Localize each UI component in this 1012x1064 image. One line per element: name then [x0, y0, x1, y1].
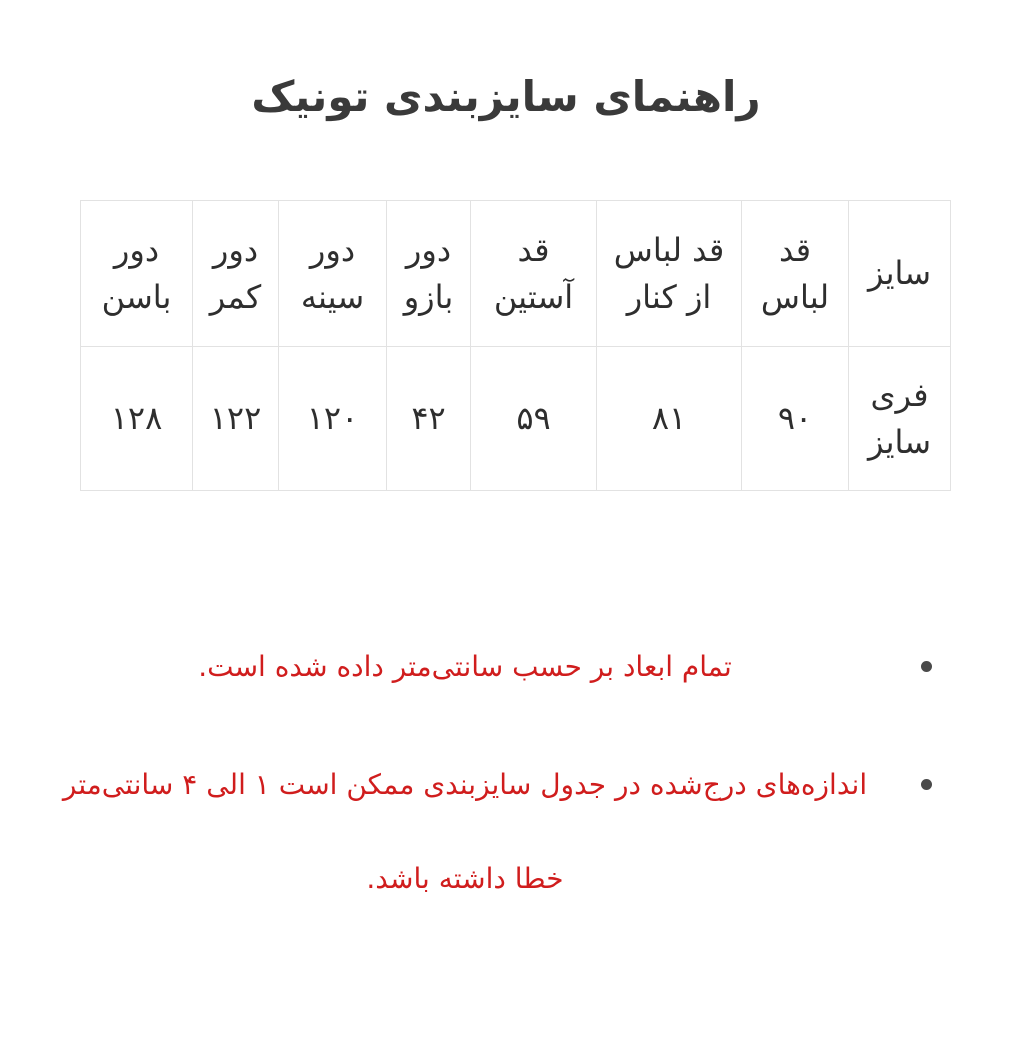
table-header-cell: دور کمر	[193, 201, 279, 347]
table-cell: ۴۲	[387, 347, 471, 491]
table-row	[81, 347, 951, 491]
table-header-cell: دور باسن	[81, 201, 193, 347]
bullet-icon	[921, 779, 932, 790]
page-title: راهنمای سایزبندی تونیک	[251, 72, 761, 121]
note-item	[60, 620, 940, 714]
size-chart-table	[80, 200, 951, 491]
table-cell: فری سایز	[849, 347, 951, 491]
table-cell: ۱۲۸	[81, 347, 193, 491]
table-header-row	[81, 201, 951, 347]
table-cell: ۱۲۲	[193, 347, 279, 491]
table-cell: ۱۲۰	[279, 347, 387, 491]
note-text: تمام ابعاد بر حسب سانتی‌متر داده شده است.	[198, 650, 732, 683]
table-header-cell: دور سینه	[279, 201, 387, 347]
table-header-cell: قد لباس از کنار	[597, 201, 742, 347]
table-cell: ۸۱	[597, 347, 742, 491]
table-cell: ۹۰	[742, 347, 849, 491]
note-text: اندازه‌های درج‌شده در جدول سایزبندی ممکن است ۱ الی ۴ سانتی‌متر خطا داشته باشد.	[62, 768, 868, 895]
notes-list	[60, 620, 940, 926]
bullet-icon	[921, 661, 932, 672]
table-header-cell: سایز	[849, 201, 951, 347]
note-item	[60, 738, 940, 926]
table-header-cell: قد آستین	[471, 201, 597, 347]
table-header-cell: قد لباس	[742, 201, 849, 347]
table-cell: ۵۹	[471, 347, 597, 491]
table-header-cell: دور بازو	[387, 201, 471, 347]
